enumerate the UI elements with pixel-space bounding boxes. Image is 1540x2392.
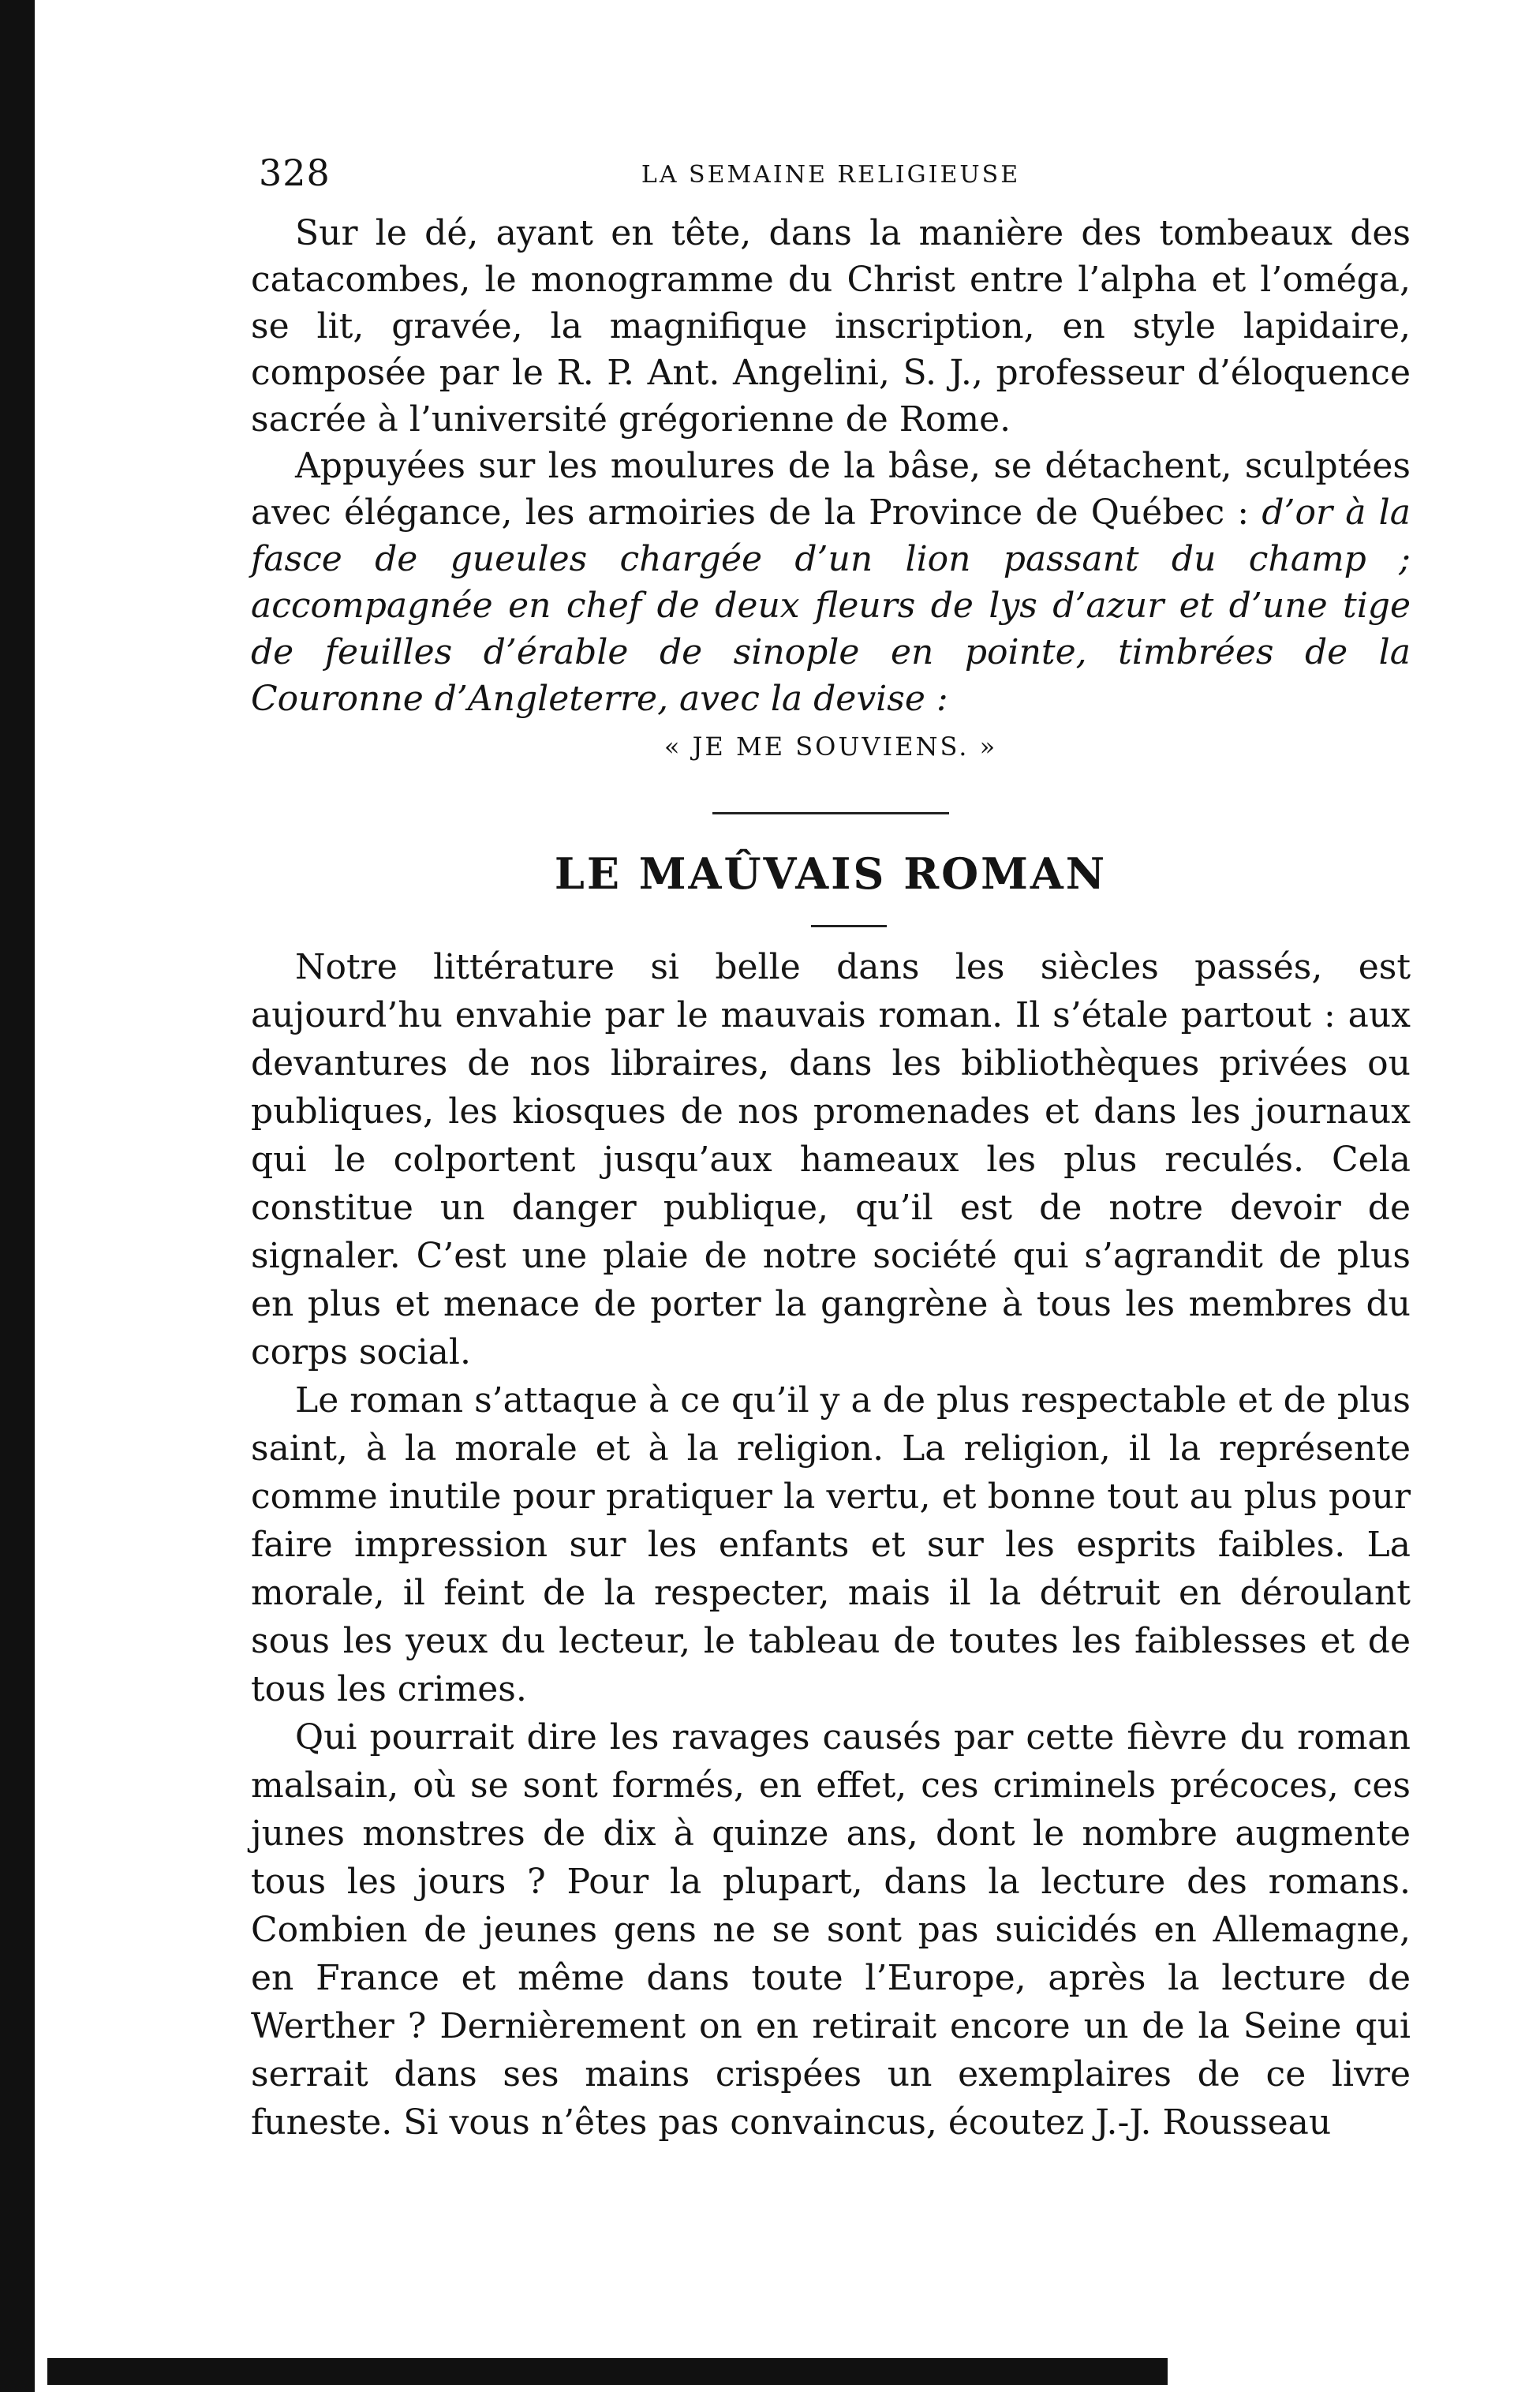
title-underline (811, 925, 887, 927)
motto: « JE ME SOUVIENS. » (663, 732, 998, 762)
scan-border-left (0, 0, 35, 2392)
page-number: 328 (259, 152, 331, 194)
article-title: LE MAÛVAIS ROMAN (554, 848, 1108, 899)
paragraph-coat-of-arms (251, 443, 1411, 722)
page-header (251, 140, 1411, 196)
article-body (251, 943, 1411, 2147)
coat-of-arms-intro: Appuyées sur les moulures de la bâse, se détachent, sculptées avec élégance, les armoiries de la Province de Québec : (251, 446, 1411, 533)
book-page (251, 140, 1411, 2147)
running-head: LA SEMAINE RELIGIEUSE (641, 161, 1021, 189)
coat-of-arms-blazon: d’or à la fasce de gueules chargée d’un lion passant du champ ; accompagnée en chef de deux fleurs de lys d’azur et d’une tige de feuilles d’érable de sinople en pointe, timbrées de la Couronne d’Angleterre, avec la devise : (251, 492, 1411, 719)
article-paragraph-1: Notre littérature si belle dans les siècles passés, est aujourd’hu envahie par le mauvais roman. Il s’étale partout : aux devantures de nos libraires, dans les bibliothèques privées ou publiques, les kiosques de nos promenades et dans les journaux qui le colportent jusqu’aux hameaux les plus reculés. Cela constitue un danger publique, qu’il est de notre devoir de signaler. C’est une plaie de notre société qui s’agrandit de plus en plus et menace de porter la gangrène à tous les membres du corps social. (251, 947, 1411, 1372)
paragraph-monument-inscription: Sur le dé, ayant en tête, dans la manière des tombeaux des catacombes, le monogramme du Christ entre l’alpha et l’oméga, se lit, gravée, la magnifique inscription, en style lapidaire, composée par le R. P. Ant. Angelini, S. J., professeur d’éloquence sacrée à l’université grégorienne de Rome. (251, 213, 1411, 440)
section-divider (712, 812, 949, 814)
article-paragraph-3: Qui pourrait dire les ravages causés par cette fièvre du roman malsain, où se sont formés, en effet, ces criminels précoces, ces junes monstres de dix à quinze ans, dont le nombre augmente tous les jours ? Pour la plupart, dans la lecture des romans. Combien de jeunes gens ne se sont pas suicidés en Allemagne, en France et même dans toute l’Europe, après la lecture de Werther ? Dernièrement on en retirait encore un de la Seine qui serrait dans ses mains crispées un exemplaires de ce livre funeste. Si vous n’êtes pas convaincus, écoutez J.-J. Rousseau (251, 1717, 1411, 2143)
scan-border-bottom (47, 2358, 1168, 2385)
article-paragraph-2: Le roman s’attaque à ce qu’il y a de plus respectable et de plus saint, à la morale et à la religion. La religion, il la représente comme inutile pour pratiquer la vertu, et bonne tout au plus pour faire impression sur les enfants et sur les esprits faibles. La morale, il feint de la respecter, mais il la détruit en déroulant sous les yeux du lecteur, le tableau de toutes les faiblesses et de tous les crimes. (251, 1380, 1411, 1709)
